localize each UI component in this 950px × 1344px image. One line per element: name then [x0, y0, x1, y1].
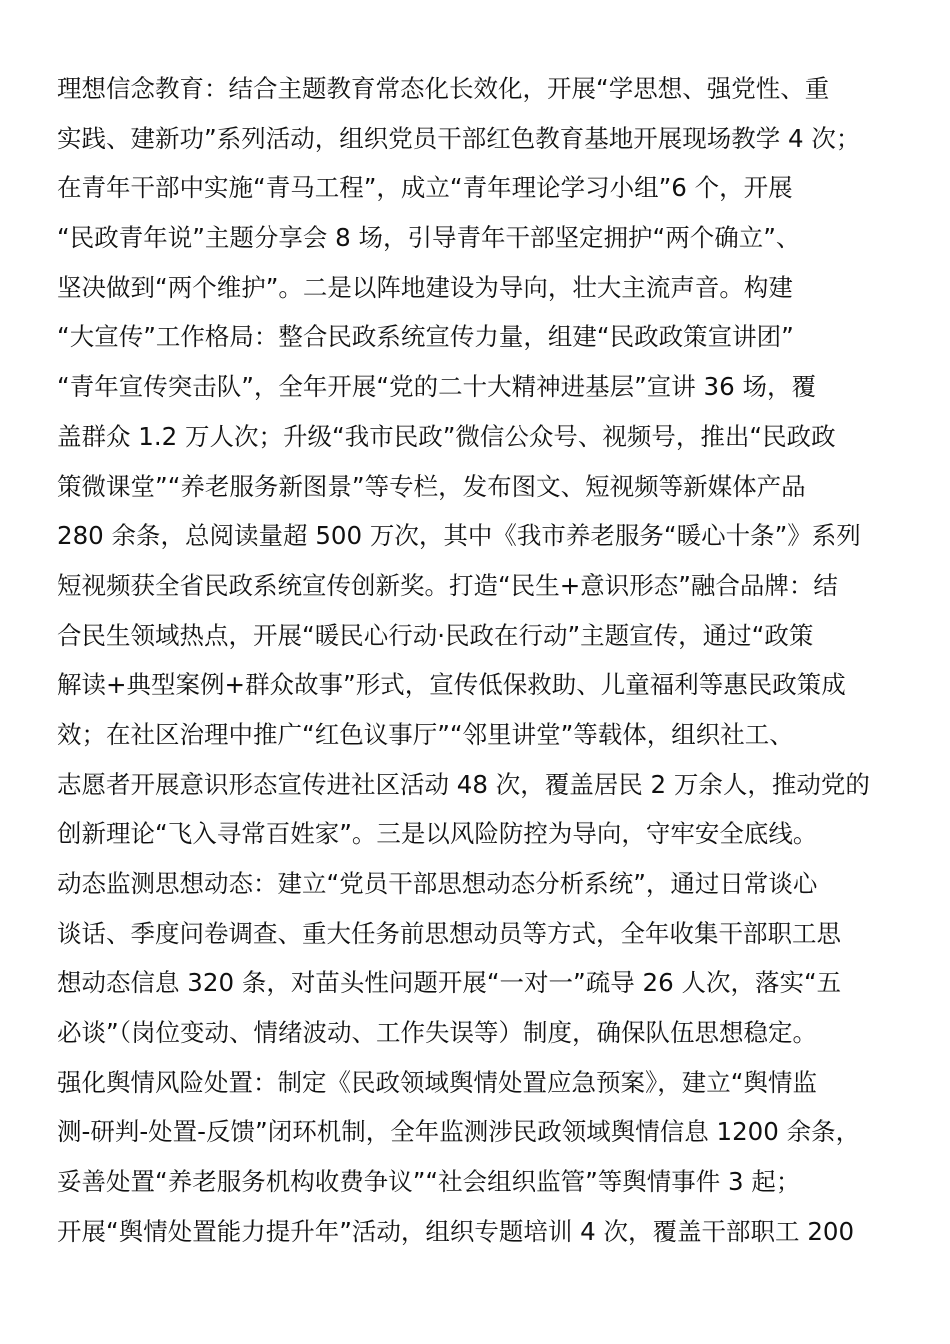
text-line: 开展“舆情处置能力提升年”活动，组织专题培训 4 次，覆盖干部职工 200	[57, 1216, 855, 1246]
text-line: 坚决做到“两个维护”。二是以阵地建设为导向，壮大主流声音。构建	[57, 272, 793, 302]
text-line: 谈话、季度问卷调查、重大任务前思想动员等方式，全年收集干部职工思	[57, 918, 841, 948]
text-line: “民政青年说”主题分享会 8 场，引导青年干部坚定拥护“两个确立”、	[57, 223, 801, 253]
text-line: 创新理论“飞入寻常百姓家”。三是以风险防控为导向，守牢安全底线。	[57, 819, 818, 849]
text-line: 策微课堂”“养老服务新图景”等专栏，发布图文、短视频等新媒体产品	[57, 471, 806, 501]
text-line: 动态监测思想动态：建立“党员干部思想动态分析系统”，通过日常谈心	[57, 869, 818, 898]
text-line: 妥善处置“养老服务机构收费争议”“社会组织监管”等舆情事件 3 起；	[57, 1167, 801, 1197]
document-page	[57, 70, 897, 1263]
text-line: “青年宣传突击队”，全年开展“党的二十大精神进基层”宣讲 36 场，覆	[57, 372, 817, 402]
text-line: 强化舆情风险处置：制定《民政领域舆情处置应急预案》，建立“舆情监	[57, 1067, 817, 1097]
text-line: 理想信念教育：结合主题教育常态化长效化，开展“学思想、强党性、重	[57, 74, 830, 103]
text-line: 实践、建新功”系列活动，组织党员干部红色教育基地开展现场教学 4 次；	[57, 123, 861, 153]
text-line: 短视频获全省民政系统宣传创新奖。打造“民生+意识形态”融合品牌：结	[57, 570, 838, 600]
text-line: 测-研判-处置-反馈”闭环机制，全年监测涉民政领域舆情信息 1200 余条，	[57, 1117, 861, 1147]
text-line: 盖群众 1.2 万人次；升级“我市民政”微信公众号、视频号，推出“民政政	[57, 421, 836, 451]
text-line: 必谈”（岗位变动、情绪波动、工作失误等）制度，确保队伍思想稳定。	[57, 1018, 817, 1048]
text-line: 志愿者开展意识形态宣传进社区活动 48 次，覆盖居民 2 万余人，推动党的	[57, 769, 870, 799]
text-line: 280 余条，总阅读量超 500 万次，其中《我市养老服务“暖心十条”》系列	[57, 521, 861, 551]
text-line: 合民生领域热点，开展“暖民心行动·民政在行动”主题宣传，通过“政策	[57, 620, 814, 650]
text-line: 解读+典型案例+群众故事”形式，宣传低保救助、儿童福利等惠民政策成	[57, 670, 846, 700]
text-line: 想动态信息 320 条，对苗头性问题开展“一对一”疏导 26 人次，落实“五	[57, 968, 842, 998]
text-line: “大宣传”工作格局：整合民政系统宣传力量，组建“民政政策宣讲团”	[57, 322, 794, 352]
text-line: 在青年干部中实施“青马工程”，成立“青年理论学习小组”6 个，开展	[57, 173, 793, 203]
text-line: 效；在社区治理中推广“红色议事厅”“邻里讲堂”等载体，组织社工、	[57, 719, 794, 749]
